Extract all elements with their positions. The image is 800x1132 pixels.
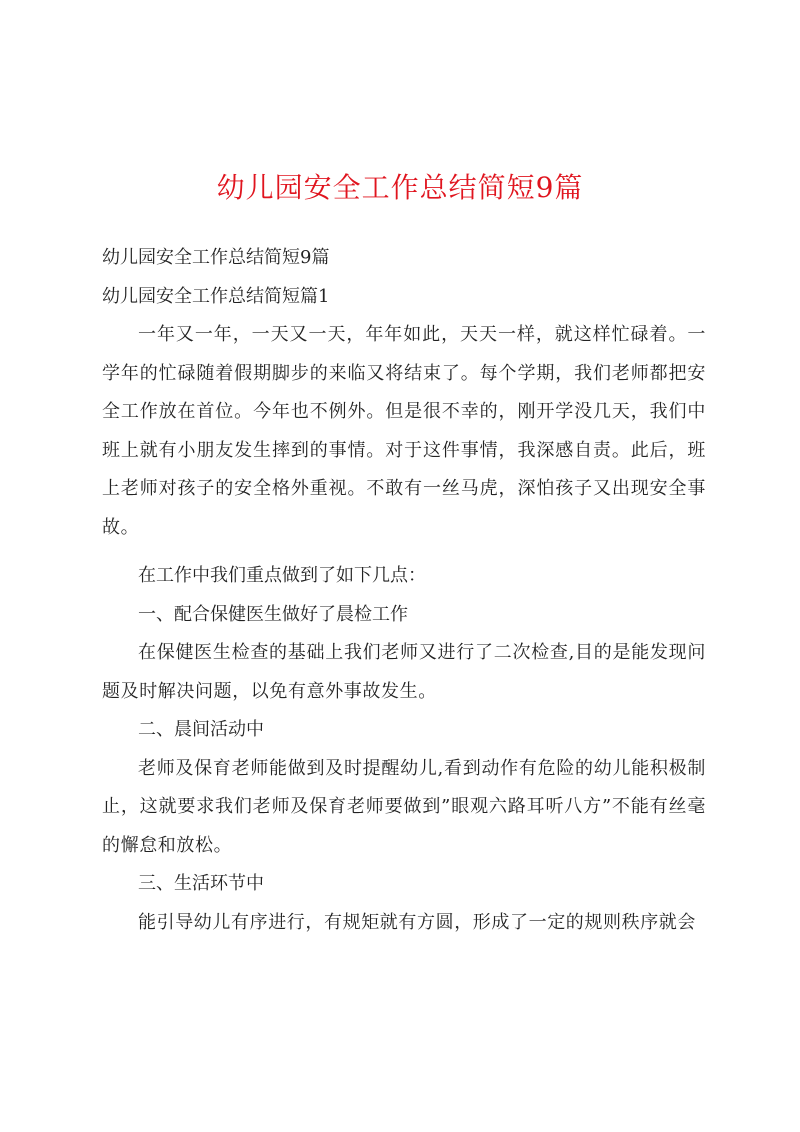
paragraph-5: 能引导幼儿有序进行，有规矩就有方圆，形成了一定的规则秩序就会 bbox=[138, 911, 696, 933]
paragraph-2: 在工作中我们重点做到了如下几点： bbox=[138, 565, 426, 586]
document-body bbox=[102, 239, 706, 942]
section-title: 幼儿园安全工作总结简短篇1 bbox=[102, 285, 330, 307]
paragraph-4: 老师及保育老师能做到及时提醒幼儿,看到动作有危险的幼儿能积极制止，这就要求我们老师及保育老师要做到”眼观六路耳听八方”不能有丝毫的懈怠和放松。 bbox=[102, 757, 706, 856]
document-title: 幼儿园安全工作总结简短9篇 bbox=[216, 171, 584, 204]
document-subtitle: 幼儿园安全工作总结简短9篇 bbox=[102, 247, 330, 268]
heading-1: 一、配合保健医生做好了晨检工作 bbox=[138, 603, 408, 625]
heading-3: 三、生活环节中 bbox=[138, 873, 264, 894]
heading-2: 二、晨间活动中 bbox=[138, 719, 264, 740]
paragraph-1: 一年又一年，一天又一天，年年如此，天天一样，就这样忙碌着。一学年的忙碌随着假期脚步的来临又将结束了。每个学期，我们老师都把安全工作放在首位。今年也不例外。但是很不幸的，刚开学没几天，我们中班上就有小朋友发生摔到的事情。对于这件事情，我深感自责。此后，班上老师对孩子的安全格外重视。不敢有一丝马虎，深怕孩子又出现安全事故。 bbox=[102, 324, 706, 538]
paragraph-3: 在保健医生检查的基础上我们老师又进行了二次检查,目的是能发现问题及时解决问题，以免有意外事故发生。 bbox=[102, 642, 706, 702]
spacer bbox=[102, 547, 706, 557]
